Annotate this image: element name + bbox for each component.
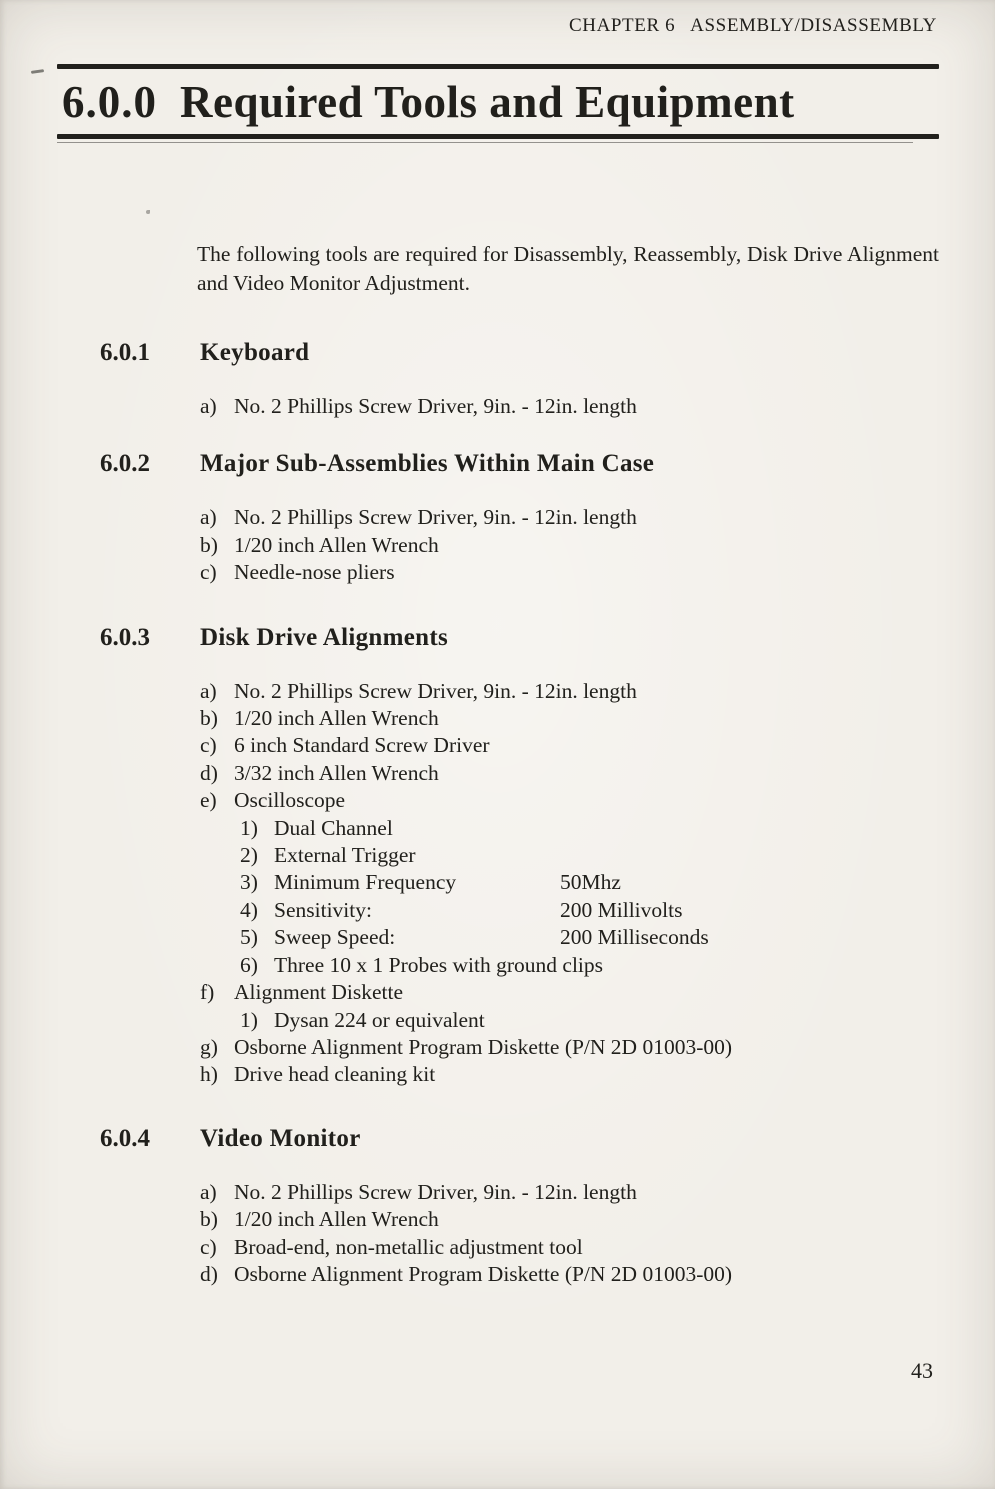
section-title: Video Monitor [200,1124,361,1152]
item-text [274,924,995,951]
list-item [200,1061,995,1088]
list-item [200,979,995,1006]
item-text [274,897,995,924]
list-item [200,760,995,787]
section-heading [100,624,995,652]
spec-name: Sensitivity: [274,897,372,922]
item-label: f) [200,980,215,1005]
list-item [200,1206,995,1233]
section-major-sub-assemblies [0,450,995,586]
item-label: 2) [240,843,258,868]
title-section-number: 6.0.0 [62,77,157,127]
sub-list-item [240,842,995,869]
item-label: 4) [240,897,258,922]
spec-name: Minimum Frequency [274,870,457,895]
item-text [274,869,995,896]
item-text: Oscilloscope [234,788,346,813]
item-text: 3/32 inch Allen Wrench [234,760,439,785]
section-heading [100,450,995,478]
sub-list-item [240,869,995,896]
item-label: b) [200,1207,218,1232]
intro-paragraph: The following tools are required for Disassembly, Reassembly, Disk Drive Alignment and Video Monitor Adjustment. [197,242,939,295]
section-number: 6.0.4 [100,1124,150,1152]
item-text: Dysan 224 or equivalent [274,1007,485,1032]
item-label: g) [200,1034,218,1059]
spec-value: 200 Milliseconds [560,925,709,950]
item-label: h) [200,1062,218,1087]
list-item [200,504,995,531]
scan-artifact-dash [31,69,44,74]
title-rule-bottom [57,134,939,139]
item-label: a) [200,1179,217,1204]
section-title: Disk Drive Alignments [200,623,448,651]
section-number: 6.0.3 [100,623,150,651]
list-item [200,732,995,759]
list-item [200,1034,995,1061]
sub-list-item [240,952,995,979]
item-text: No. 2 Phillips Screw Driver, 9in. - 12in. length [234,394,637,418]
item-label: c) [200,560,217,585]
list-item [200,1234,995,1261]
tool-list [200,504,995,586]
item-label: 1) [240,1007,258,1032]
item-label: d) [200,760,218,785]
section-number: 6.0.1 [100,339,150,366]
item-text: No. 2 Phillips Screw Driver, 9in. - 12in. length [234,505,637,530]
item-text: 1/20 inch Allen Wrench [234,706,439,731]
title-rule-bottom-thin [57,142,913,143]
tool-list [200,678,995,1089]
tool-list [200,1179,995,1289]
sub-list-item [240,924,995,951]
item-text: Osborne Alignment Program Diskette (P/N 2D 01003-00) [234,1034,733,1059]
section-number: 6.0.2 [100,450,150,478]
spec-value: 200 Millivolts [560,897,683,922]
item-label: 5) [240,925,258,950]
item-label: e) [200,788,217,813]
title-block [57,64,939,143]
item-text: Alignment Diskette [234,980,403,1005]
title-row [57,69,939,134]
item-label: 3) [240,870,258,895]
item-text: 1/20 inch Allen Wrench [234,1207,439,1232]
item-label: d) [200,1261,218,1286]
item-text: 6 inch Standard Screw Driver [234,733,490,758]
sub-list-item [240,815,995,842]
page-title: Required Tools and Equipment [180,77,795,127]
page-number: 43 [911,1358,933,1383]
spec-value: 50Mhz [560,870,621,895]
section-heading [100,1125,995,1153]
chapter-header: CHAPTER 6 ASSEMBLY/DISASSEMBLY [568,15,937,36]
item-text: Broad-end, non-metallic adjustment tool [234,1234,583,1259]
item-label: a) [200,505,217,530]
list-item [200,705,995,732]
item-label: a) [200,678,217,703]
section-heading [100,339,995,367]
item-text: Osborne Alignment Program Diskette (P/N 2D 01003-00) [234,1261,733,1286]
section-title: Major Sub-Assemblies Within Main Case [200,450,655,478]
item-label: 1) [240,815,258,840]
item-text: No. 2 Phillips Screw Driver, 9in. - 12in. length [234,1179,637,1204]
item-label: b) [200,532,218,557]
item-label: 6) [240,952,258,977]
section-keyboard [0,339,995,420]
item-label: b) [200,706,218,731]
item-text: Dual Channel [274,815,393,840]
section-video-monitor [0,1125,995,1289]
item-text: 1/20 inch Allen Wrench [234,532,439,557]
item-text: Three 10 x 1 Probes with ground clips [274,952,604,977]
tool-list [200,393,995,420]
section-disk-drive-alignments [0,624,995,1089]
item-text: Needle-nose pliers [234,560,395,585]
scan-artifact-speckle [146,210,150,214]
list-item [200,787,995,814]
list-item [200,1261,995,1288]
item-label: c) [200,1234,217,1259]
section-title: Keyboard [200,339,310,366]
item-text: Drive head cleaning kit [234,1062,436,1087]
list-item [200,393,995,420]
item-text: External Trigger [274,843,416,868]
item-text: No. 2 Phillips Screw Driver, 9in. - 12in. length [234,678,637,703]
item-label: a) [200,394,217,418]
item-label: c) [200,733,217,758]
sub-list-item [240,1007,995,1034]
list-item [200,678,995,705]
list-item [200,559,995,586]
list-item [200,1179,995,1206]
sub-list-item [240,897,995,924]
spec-name: Sweep Speed: [274,925,396,950]
list-item [200,532,995,559]
